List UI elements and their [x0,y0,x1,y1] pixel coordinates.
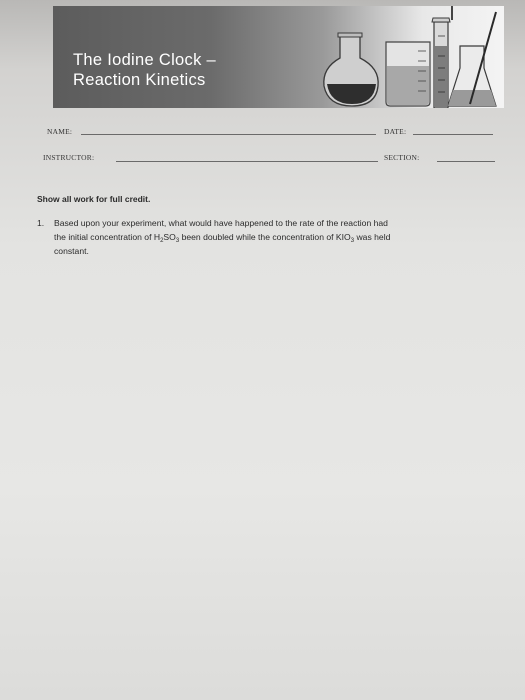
instructions-text: Show all work for full credit. [37,194,151,204]
question-line: constant. [54,246,89,256]
question-line: the initial concentration of $H_2SO_3$ been doubled while the concentration of $KIO_3$ was held [54,232,391,244]
question-line: Based upon your experiment, what would have happened to the rate of the reaction had [54,218,388,228]
instructor-label: INSTRUCTOR: [43,153,95,162]
name-label: NAME: [47,127,73,136]
instructor-line[interactable] [116,161,378,162]
laboratory-glassware-illustration [320,6,500,108]
section-label: SECTION: [384,153,420,162]
question-text [54,216,504,258]
title-banner [53,6,504,108]
title-line-2: Reaction Kinetics [73,71,206,89]
date-label: DATE: [384,127,407,136]
name-line[interactable] [81,134,376,135]
title-line-1: The Iodine Clock – [73,51,216,69]
section-line[interactable] [437,161,495,162]
question-number: 1. [37,218,45,228]
worksheet-title [73,50,216,90]
date-line[interactable] [413,134,493,135]
